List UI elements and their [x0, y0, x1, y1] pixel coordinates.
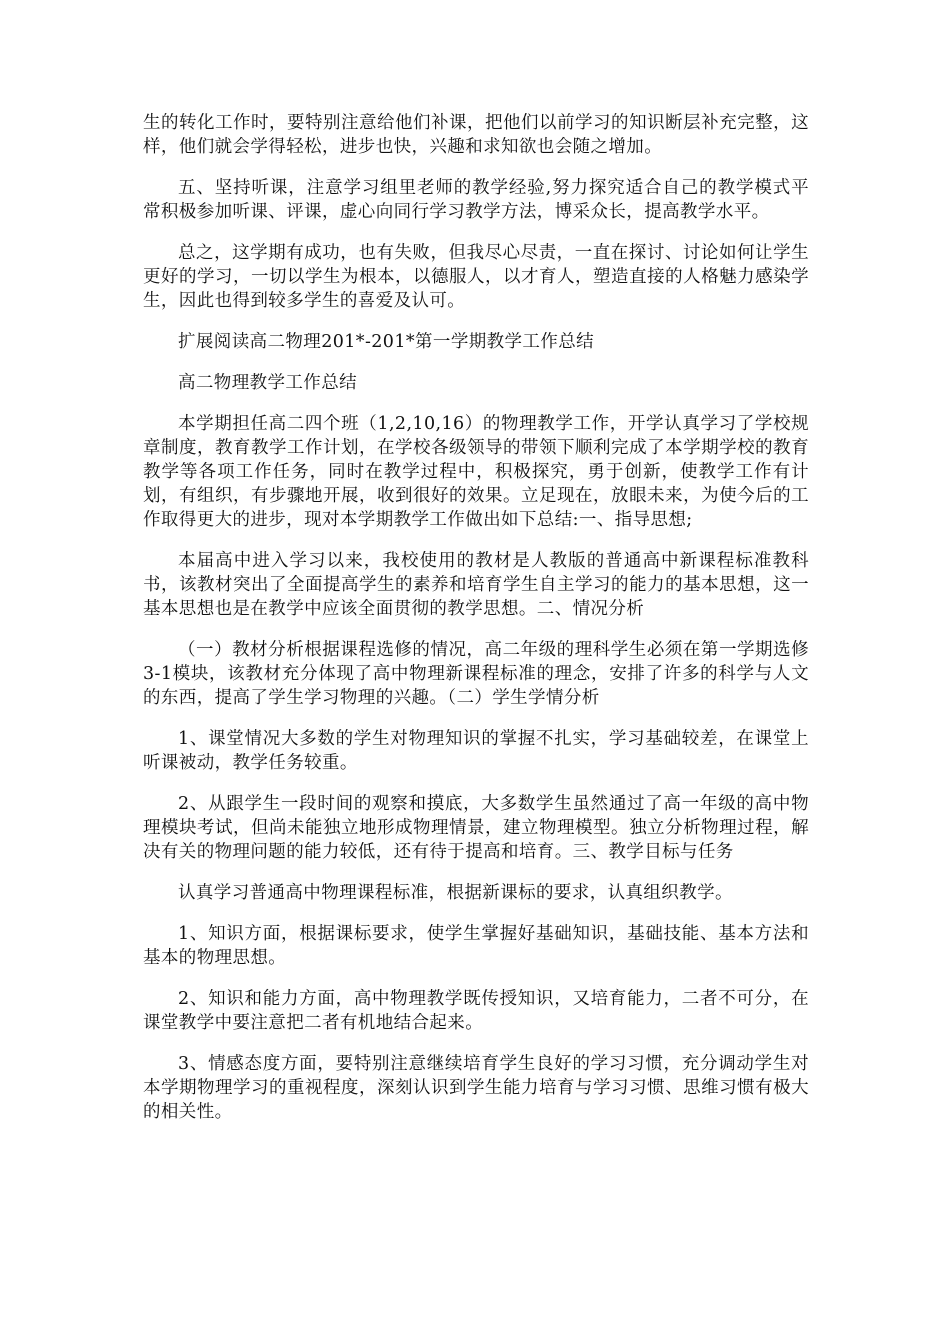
document-body: [143, 111, 809, 1141]
paragraph-3: 总之，这学期有成功，也有失败，但我尽心尽责，一直在探讨、讨论如何让学生更好的学习，一切以学生为根本，以德服人，以才育人，塑造直接的人格魅力感染学生，因此也得到较多学生的喜爱及认可。: [143, 243, 809, 311]
paragraph-2: 五、坚持听课，注意学习组里老师的教学经验,努力探究适合自己的教学模式平常积极参加听课、评课，虚心向同行学习教学方法，博采众长，提高教学水平。: [143, 178, 809, 222]
paragraph-13: 2、知识和能力方面，高中物理教学既传授知识，又培育能力，二者不可分，在课堂教学中要注意把二者有机地结合起来。: [143, 989, 809, 1033]
paragraph-1: 生的转化工作时，要特别注意给他们补课，把他们以前学习的知识断层补充完整，这样，他们就会学得轻松，进步也快，兴趣和求知欲也会随之增加。: [143, 113, 809, 157]
paragraph-6: 本学期担任高二四个班（1,2,10,16）的物理教学工作，开学认真学习了学校规章制度，教育教学工作计划，在学校各级领导的带领下顺利完成了本学期学校的教育教学等各项工作任务，同时在教学过程中，积极探究，勇于创新，使教学工作有计划，有组织，有步骤地开展，收到很好的效果。立足现在，放眼未来，为使今后的工作取得更大的进步，现对本学期教学工作做出如下总结:一、指导思想;: [143, 414, 809, 530]
paragraph-8: （一）教材分析根据课程选修的情况，高二年级的理科学生必须在第一学期选修3-1模块，该教材充分体现了高中物理新课程标准的理念，安排了许多的科学与人文的东西，提高了学生学习物理的兴趣。（二）学生学情分析: [143, 640, 809, 708]
paragraph-10: 2、从跟学生一段时间的观察和摸底，大多数学生虽然通过了高一年级的高中物理模块考试，但尚未能独立地形成物理情景，建立物理模型。独立分析物理过程，解决有关的物理问题的能力较低，还有待于提高和培育。三、教学目标与任务: [143, 794, 809, 862]
extended-reading-heading: 扩展阅读高二物理201*-201*第一学期教学工作总结: [178, 332, 595, 352]
paragraph-11: 认真学习普通高中物理课程标准，根据新课标的要求，认真组织教学。: [178, 883, 733, 903]
paragraph-12: 1、知识方面，根据课标要求，使学生掌握好基础知识，基础技能、基本方法和基本的物理思想。: [143, 924, 809, 968]
paragraph-9: 1、课堂情况大多数的学生对物理知识的掌握不扎实，学习基础较差，在课堂上听课被动，教学任务较重。: [143, 729, 809, 773]
section-title: 高二物理教学工作总结: [178, 373, 357, 393]
paragraph-7: 本届高中进入学习以来，我校使用的教材是人教版的普通高中新课程标准教科书，该教材突出了全面提高学生的素养和培育学生自主学习的能力的基本思想，这一基本思想也是在教学中应该全面贯彻的教学思想。二、情况分析: [143, 551, 809, 619]
paragraph-14: 3、情感态度方面，要特别注意继续培育学生良好的学习习惯，充分调动学生对本学期物理学习的重视程度，深刻认识到学生能力培育与学习习惯、思维习惯有极大的相关性。: [143, 1054, 809, 1122]
